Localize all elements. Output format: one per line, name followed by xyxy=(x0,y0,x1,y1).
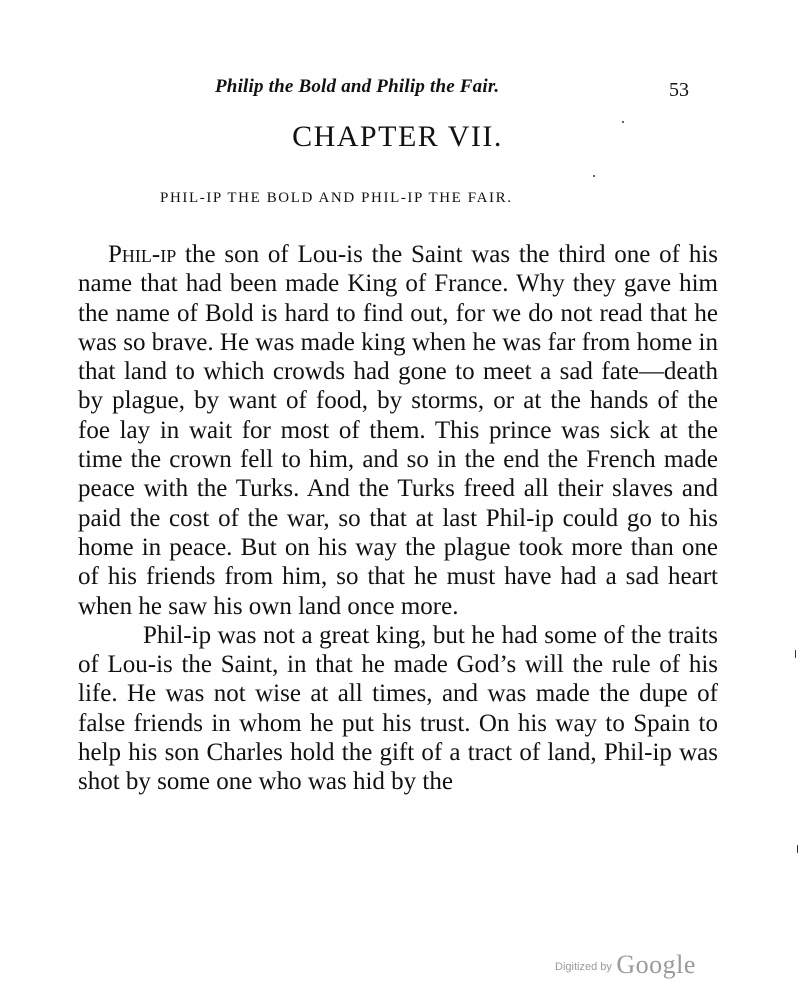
chapter-subtitle: PHIL-IP THE BOLD AND PHIL-IP THE FAIR. xyxy=(160,190,513,206)
running-head: Philip the Bold and Philip the Fair. xyxy=(215,76,500,97)
paragraph-1-lead: Phil-ip xyxy=(108,241,177,268)
watermark-prefix: Digitized by xyxy=(555,961,612,973)
paragraph-1 xyxy=(78,240,718,621)
chapter-body xyxy=(78,240,718,797)
scan-speck xyxy=(622,121,624,123)
paragraph-2: Phil-ip was not a great king, but he had some of the traits of Lou-is the Saint, in that he made God’s will the rule of his life. He was not wise at all times, and was made the dupe of false friends in whom he put his trust. On his way to Spain to help his son Charles hold the gift of a tract of land, Phil-ip was shot by some one who was hid by the xyxy=(78,621,718,796)
page-number: 53 xyxy=(669,79,689,101)
scan-speck xyxy=(593,175,595,177)
chapter-title xyxy=(0,120,805,154)
digitized-watermark xyxy=(555,950,696,980)
scan-speck xyxy=(795,650,796,658)
chapter-title-text: CHAPTER VII. xyxy=(292,120,503,153)
scan-speck xyxy=(797,845,798,853)
paragraph-1-text: the son of Lou-is the Saint was the third one of his name that had been made King of France. Why they gave him the name of Bold is hard to find out, for we do not read that he was so brave. He was made king when he was far from home in that land to which crowds had gone to meet a sad fate—death by plague, by want of food, by storms, or at the hands of the foe lay in wait for most of them. This prince was sick at the time the crown fell to him, and so in the end the French made peace with the Turks. And the Turks freed all their slaves and paid the cost of the war, so that at last Phil-ip could go to his home in peace. But on his way the plague took more than one of his friends from him, so that he must have had a sad heart when he saw his own land once more. xyxy=(78,241,718,620)
google-logo: Google xyxy=(616,950,696,979)
